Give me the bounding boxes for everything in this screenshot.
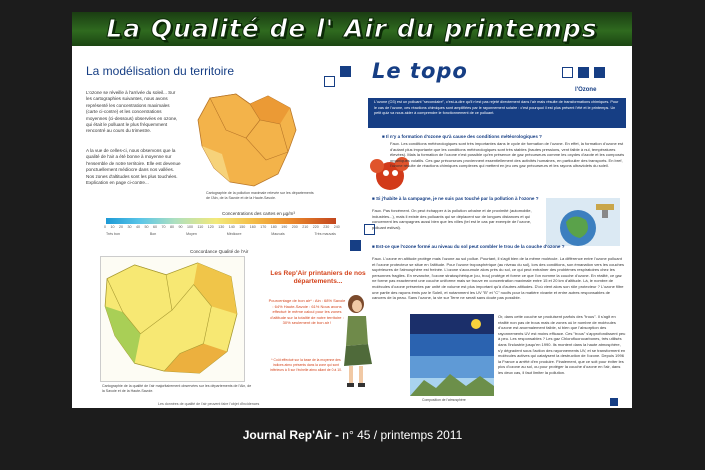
journal-name: Journal Rep'Air -	[242, 428, 339, 442]
decorative-square	[610, 398, 618, 406]
scale-quality-label: Très bon	[106, 232, 121, 236]
scale-number: 230	[323, 225, 330, 229]
decorative-square	[562, 67, 573, 78]
header-banner	[72, 12, 632, 46]
quiz-answer: Faux. Les conditions météorologiques sont très importantes dans le cycle de formation de l'ozone. En effet, la formation d'ozone est d'autant plus importante que les conditions météorologiques sont très stables (hautes pressions, vent faible à nul, températures élevées). Mais la formation de l'ozone n'est possible qu'en présence de gaz précurseurs comme les oxydes d'azote et les composés organiques volatils. Ces gaz précurseurs proviennent essentiellement des activités humaines, en particulier des transports. En bref, l'ozone résulte de réactions chimiques complexes qui mettent en jeu ces gaz précurseurs et les rayons ultraviolets du soleil.	[390, 141, 625, 169]
map-caption: Cartographie de la pollution maximale relevée sur les départements de l'Ain, de la Savoie et de la Haute-Savoie.	[206, 191, 314, 200]
concentration-scale	[106, 218, 336, 224]
scale-number: 130	[218, 225, 225, 229]
scale-number: 150	[239, 225, 246, 229]
scale-quality-label: Bon	[149, 232, 157, 236]
scale-number: 30	[127, 225, 132, 229]
scale-number: 180	[270, 225, 277, 229]
journal-issue-line	[0, 428, 705, 442]
satellite-earth-illustration	[546, 198, 620, 246]
scale-quality-labels	[106, 232, 336, 236]
scale-number: 70	[161, 225, 166, 229]
repair-footnote: * Coût effectué sur la base de la moyenne des indices atmo présents dans la zone qui sont inférieurs à 5 sur l'échelle atmo allant de 0 à 10.	[270, 358, 342, 372]
quiz-answer: Faux. L'ozone en altitude protège mais l'ozone au sol pollue. Pourtant, il s'agit bien de la même molécule. La différence entre l'ozone polluant et l'ozone protecteur se situe en l'altitude. Pour l'ozone troposphérique (au niveau du sol), lors des conditions, son émanation vers les couches supérieures de l'atmosphère est freinée. L'ozone s'accumule alors près du sol, ce qui peut entraîner des problèmes respiratoires chez les personnes fragiles. En revanche, l'ozone stratosphérique (ou, trou) protège et forme ce que l'on nomme la couche d'ozone. En réalité, ce gaz ne forme pas exactement une couche uniforme mais se trouve en concentration maximale entre 15 et 20 km d'altitude. Là, le nombre de molécules d'ozone présentes par unité de volume est plus important qu'à d'autres altitudes. D'où vient alors son rôle protecteur ? L'ozone filtre une partie des rayons émis par le Soleil, et notamment les UV "B" et "C" nocifs pour la matière vivante et entre autres responsables de cancers de la peau. Sans l'ozone, la vie sur Terre ne serait sans doute pas possible.	[372, 256, 624, 301]
scale-number: 20	[119, 225, 123, 229]
decorative-square	[324, 76, 335, 87]
intro-paragraph: A la vue de celles-ci, nous observons que la qualité de l'air a été bonne à moyenne sur l'ensemble de notre territoire. Elle est devenue ponctuellement médiocre dans nos vallées. Nos zones d'altitudes sont les plus touchées. Explication en page ci-contre...	[86, 148, 181, 186]
repair-title: Les Rep'Air printaniers de nos départements...	[270, 270, 366, 285]
quiz-answer-continued: Or, dans cette couche se produisent parfois des "trous". Il s'agit en réalité non pas de trous mais de zones où le nombre de molécules d'ozone est anormalement faible, si bien que l'absorption des rayonnements UV est moins efficace. Ces "trous" s'approfondissent peu à peu. Les responsables ? Les gaz Chlorofluorocarbones, très utilisés dans l'industrie jusqu'en 1990. Ils montent dans la haute atmosphère, s'y dégradent sous l'action des rayonnements UV, et se transforment en molécules actives qui catalysent la destruction de l'ozone. Depuis 1996 la France a arrêté d'en produire. Finalement, que ce soit pour éviter les pics d'ozone au sol, ou pour protéger la couche d'ozone en l'air, dans les deux cas, il faut limiter la pollution.	[498, 314, 626, 375]
quiz-answer: Faux. Pas forcément. On peut échapper à la pollution urbaine et de proximité (automobile, industries...), mais il existe des polluants qui se déplacent sur de longues distances et qui concernent les campagnes aussi bien que les villes (tel est le cas par exemple de l'ozone, polluant estival).	[372, 208, 532, 230]
ozone-tag: l'Ozone	[575, 87, 597, 93]
repair-stats: Pourcentage de bon air* : Ain : 68% Savoie : 64% Haute-Savoie : 61% Nous avons effectué le même calcul pour les zones d'altitude sur la totalité de notre territoire : 30% seulement de bon air !	[268, 298, 346, 326]
banner-title: La Qualité de l' Air du printemps	[106, 14, 598, 43]
scale-quality-label: Mauvais	[271, 232, 285, 236]
scale-number: 50	[144, 225, 149, 229]
scale-quality-label: Très mauvais	[314, 232, 336, 236]
scale-numbers	[104, 225, 340, 229]
average-pollution-map	[100, 256, 245, 382]
scale-number: 210	[302, 225, 309, 229]
scale-number: 200	[291, 225, 298, 229]
figure-caption: Composition de l'atmosphère	[422, 398, 466, 402]
scale-number: 190	[281, 225, 288, 229]
decorative-square	[594, 67, 605, 78]
scale-number: 10	[110, 225, 115, 229]
quiz-question: ■ Si j'habite à la campagne, je ne suis pas touché par la pollution à l'ozone ?	[372, 196, 539, 201]
scale-number: 120	[207, 225, 214, 229]
max-pollution-map	[192, 90, 302, 190]
scale-number: 90	[178, 225, 183, 229]
scale-number: 60	[153, 225, 157, 229]
decorative-square	[340, 66, 351, 77]
decorative-square	[578, 67, 589, 78]
woman-illustration	[336, 294, 376, 390]
scale-number: 160	[249, 225, 256, 229]
quiz-question: ■ Il n'y a formation d'ozone qu'à cause des conditions météorologiques ?	[382, 134, 542, 139]
intro-paragraph: L'ozone se réveille à l'arrivée du soleil... Sur les cartographies suivantes, nous avons représenté les concentrations maximales (carte ci-contre) et les concentrations moyennes (ci-dessous) observées en ozone, qui était le polluant le plus fréquemment rencontré au cours du trimestre.	[86, 90, 178, 134]
scale-number: 100	[187, 225, 193, 229]
atmosphere-diagram	[410, 314, 494, 396]
journal-spread	[72, 12, 632, 408]
bottom-map-caption: Cartographie de la qualité de l'air majoritairement observées sur les départements de l'Ain, de la Savoie et de la Haute-Savoie.	[102, 384, 252, 393]
scale-number: 40	[136, 225, 140, 229]
scale-number: 220	[312, 225, 319, 229]
scale-quality-label: Médiocre	[226, 232, 242, 236]
intro-band: L'ozone (O3) est un polluant "secondaire", c'est-à-dire qu'il n'est pas rejeté directement dans l'air mais résulte de transformations chimiques. Pour le cas de l'ozone, ces réactions chimiques sont amplifiées par le rayonnement solaire : c'est pourquoi il est plus présent l'été et le printemps. Un petit quiz va nous aider à comprendre le fonctionnement de ce polluant.	[368, 98, 626, 128]
scale-title: Concentrations des cartes en µg/m³	[222, 211, 295, 216]
scale-number: 110	[197, 225, 204, 229]
scale-number: 240	[333, 225, 340, 229]
left-page-title: La modélisation du territoire	[86, 64, 235, 78]
issue-info: n° 45 / printemps 2011	[342, 428, 463, 442]
quiz-question: ■ Est-ce que l'ozone formé au niveau du sol peut combler le trou de la couche d'ozone ?	[372, 244, 565, 249]
scale-number: 0	[104, 225, 106, 229]
scale-quality-label: Moyen	[186, 232, 197, 236]
decorative-square	[350, 240, 361, 251]
concordance-title: Concordance Qualité de l'Air	[190, 249, 249, 254]
scale-number: 170	[260, 225, 267, 229]
scale-number: 140	[228, 225, 235, 229]
scale-number: 80	[170, 225, 174, 229]
right-page-title: Le topo	[372, 59, 468, 83]
footer-note: Les données de qualité de l'air peuvent faire l'objet d'incidences	[158, 402, 260, 406]
